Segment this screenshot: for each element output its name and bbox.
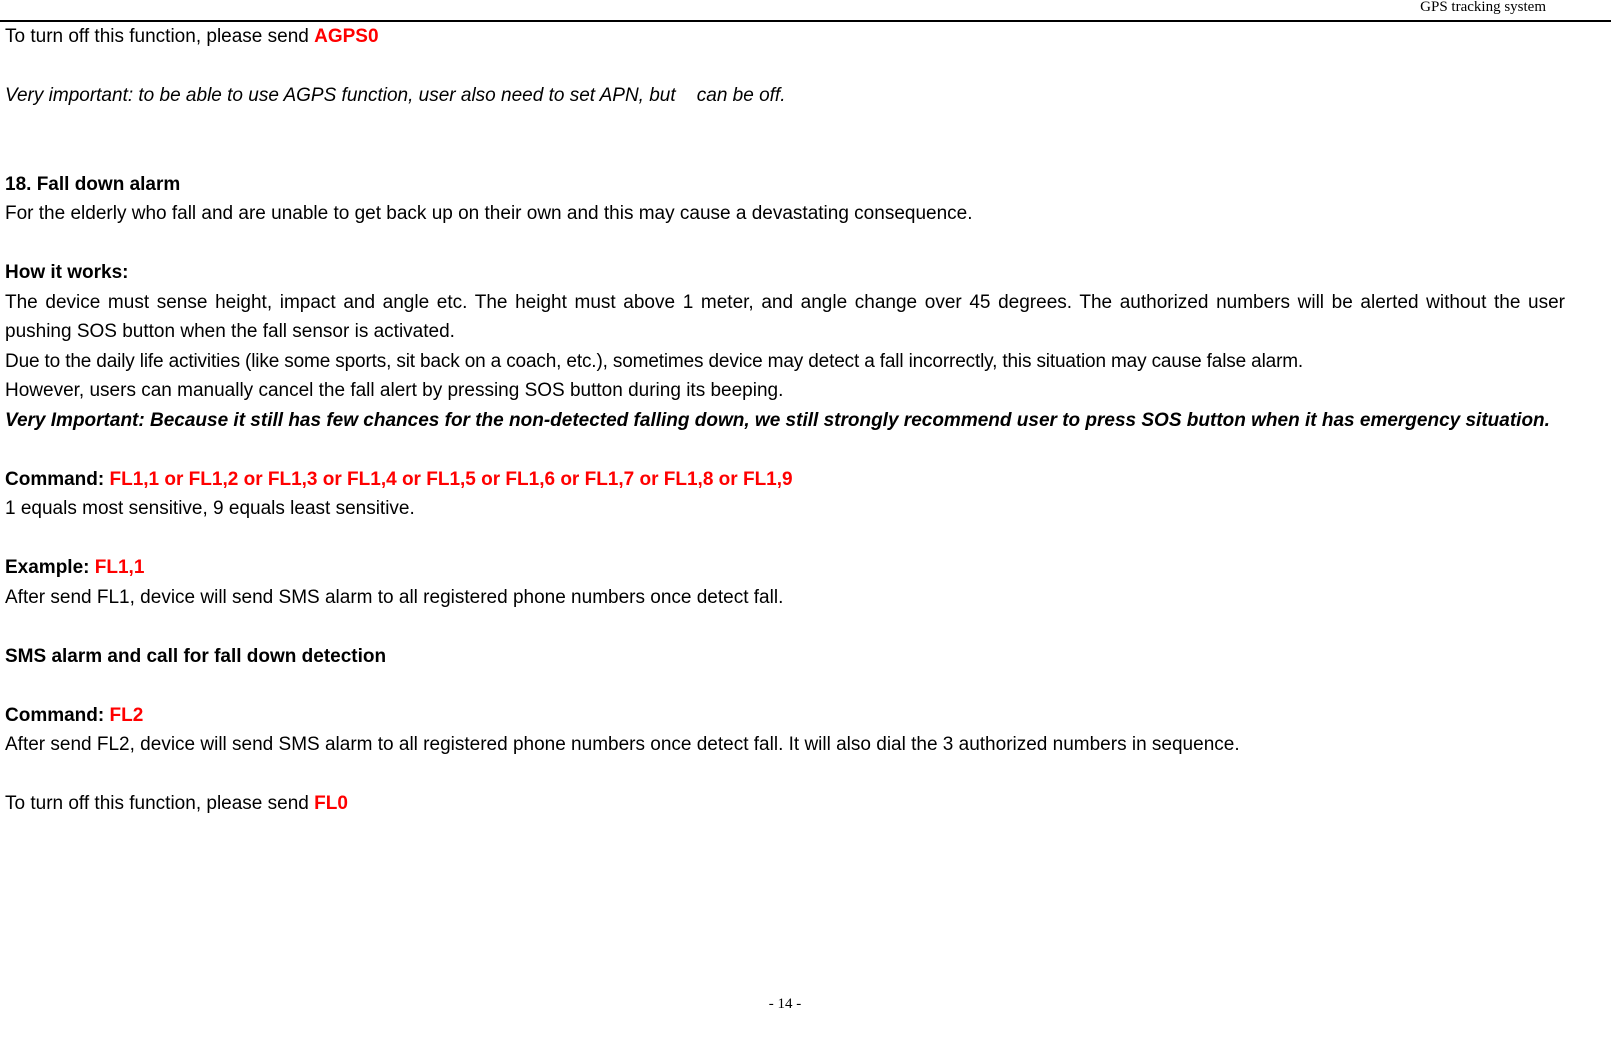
example-value: FL1,1 [94, 557, 145, 578]
command2-label: Command: [5, 704, 110, 726]
how-it-works-title: How it works: [5, 262, 129, 283]
page-content [5, 22, 1565, 819]
example-label: Example: [5, 557, 95, 578]
agps-note: Very important: to be able to use AGPS function, user also need to set APN, but can be off. [5, 85, 786, 106]
agps-off-text: To turn off this function, please send [5, 26, 315, 47]
agps-off-command: AGPS0 [314, 26, 379, 47]
important-note: Very Important: Because it still has few chances for the non-detected falling down, we still strongly recommend user to press SOS button when it has emergency situation. [5, 409, 1550, 431]
header-title: GPS tracking system [1420, 0, 1546, 15]
command1-line [5, 465, 1565, 495]
command2-desc: After send FL2, device will send SMS alarm to all registered phone numbers once detect fall. It will also dial the 3 authorized numbers in sequence. [5, 734, 1240, 755]
how-it-works-p1: The device must sense height, impact and angle etc. The height must above 1 meter, and angle change over 45 degrees. The authorized numbers will be alerted without the user pushing SOS button when the fall sensor is activated. [5, 291, 1565, 342]
fl-off-text: To turn off this function, please send [5, 793, 315, 814]
example-line [5, 553, 1565, 583]
how-it-works-p2: Due to the daily life activities (like some sports, sit back on a coach, etc.), sometimes device may detect a fall incorrectly, this situation may cause false alarm. [5, 350, 1304, 372]
command1-label: Command: [5, 468, 110, 490]
intro-text: For the elderly who fall and are unable to get back up on their own and this may cause a devastating consequence. [5, 203, 973, 224]
sms-call-title: SMS alarm and call for fall down detection [5, 645, 387, 667]
command2-line [5, 701, 1565, 731]
page-header [0, 0, 1611, 22]
example-desc: After send FL1, device will send SMS alarm to all registered phone numbers once detect fall. [5, 586, 784, 608]
page-number: - 14 - [768, 996, 802, 1012]
how-it-works-p3: However, users can manually cancel the fall alert by pressing SOS button during its beeping. [5, 380, 784, 401]
agps-off-line [5, 22, 1565, 52]
fl-off-line [5, 789, 1565, 819]
command2-value: FL2 [109, 704, 144, 726]
sensitivity-note: 1 equals most sensitive, 9 equals least sensitive. [5, 498, 415, 519]
command1-value: FL1,1 or FL1,2 or FL1,3 or FL1,4 or FL1,5 or FL1,6 or FL1,7 or FL1,8 or FL1,9 [109, 468, 793, 490]
section-title: 18. Fall down alarm [5, 173, 181, 195]
fl-off-command: FL0 [314, 793, 348, 814]
